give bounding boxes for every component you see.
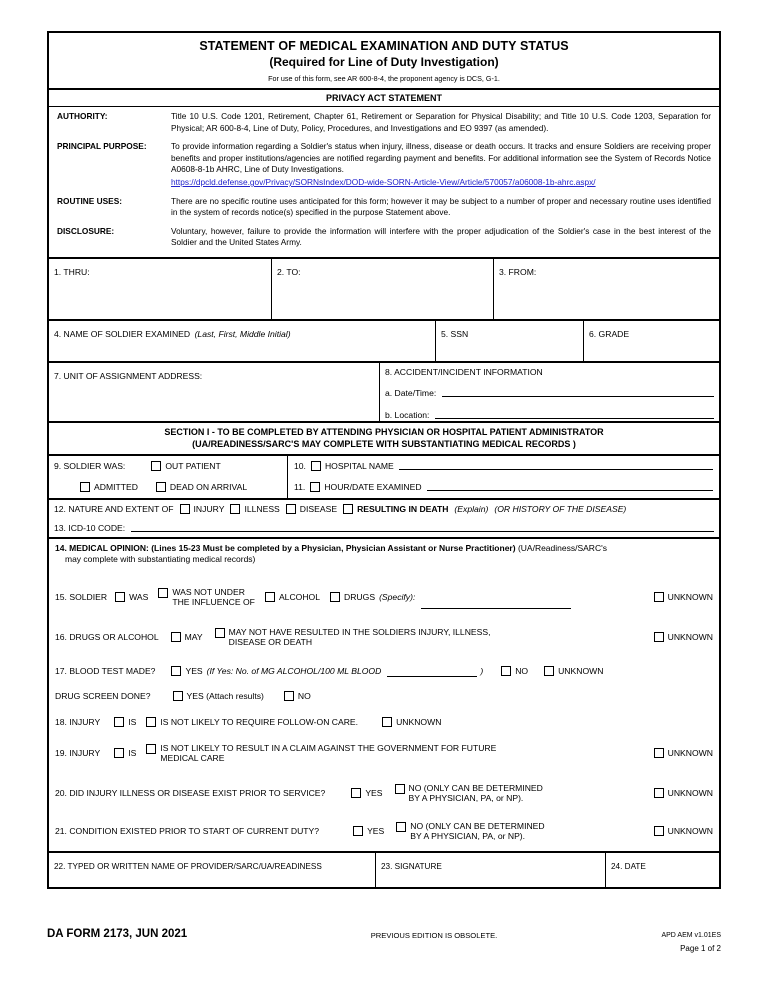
item-18 <box>49 703 719 729</box>
accident-location-label: b. Location: <box>385 409 430 420</box>
item-14-bold: (Lines 15-23 Must be completed by a Physician, Physician Assistant or Nurse Practitioner) <box>151 542 516 553</box>
checkbox-hospital-name[interactable] <box>311 460 394 472</box>
checkbox-icon[interactable] <box>382 717 392 727</box>
privacy-disclosure-row <box>57 226 711 249</box>
privacy-purpose-label: PRINCIPAL PURPOSE: <box>57 141 147 152</box>
privacy-authority-text: Title 10 U.S. Code 1201, Retirement, Chapter 61, Retirement or Separation for Physical Disability; and Title 10 U.S. Code 1203, Separation for Physical; AR 600-8-4, Line of Duty, Policy, Procedures, and Investigations and EO 9397 (as amended). <box>171 111 711 133</box>
ssn-label: 5. SSN <box>441 328 469 339</box>
injury-is-not-label: IS NOT LIKELY TO REQUIRE FOLLOW-ON CARE. <box>160 716 359 727</box>
checkbox-icon[interactable] <box>230 504 240 514</box>
item-22-label: 22. TYPED OR WRITTEN NAME OF PROVIDER/SARC/UA/READINESS <box>54 861 322 871</box>
accident-location-input[interactable] <box>435 410 714 419</box>
checkbox-dead-on-arrival[interactable] <box>156 481 247 493</box>
disease-label: DISEASE <box>299 503 338 514</box>
checkbox-icon[interactable] <box>286 504 296 514</box>
item-21-label: 21. CONDITION EXISTED PRIOR TO START OF CURRENT DUTY? <box>55 825 320 836</box>
checkbox-icon[interactable] <box>146 717 156 727</box>
item-10-number: 10. <box>294 460 306 471</box>
checkbox-icon[interactable] <box>158 588 168 598</box>
item-19 <box>49 729 719 769</box>
checkbox-may[interactable] <box>171 632 203 642</box>
item-21 <box>49 809 719 851</box>
item-24-label: 24. DATE <box>611 861 646 871</box>
checkbox-icon[interactable] <box>115 592 125 602</box>
checkbox-icon[interactable] <box>310 482 320 492</box>
form-subtitle: (Required for Line of Duty Investigation) <box>269 55 499 69</box>
drug-screen-label: DRUG SCREEN DONE? <box>55 690 151 701</box>
section-1-line2: (UA/READINESS/SARC'S MAY COMPLETE WITH SUBSTANTIATING MEDICAL RECORDS ) <box>192 438 576 449</box>
privacy-authority-label: AUTHORITY: <box>57 111 108 121</box>
privacy-routine-text: There are no specific routine uses anticipated for this form; however it may be subject to a number of proper and necessary routine uses identified in the system of records notice(s) specified in the purpose Statement above. <box>171 195 711 218</box>
item-9-label: 9. SOLDIER WAS: <box>54 460 126 471</box>
name-hint: (Last, First, Middle Initial) <box>194 328 291 339</box>
hospital-name-input[interactable] <box>399 461 713 470</box>
drugs-label: DRUGS <box>344 592 376 603</box>
was-label: WAS <box>129 592 149 603</box>
item-11-number: 11. <box>294 481 306 492</box>
drug-screen-row <box>49 679 719 703</box>
resulting-in-death-label: RESULTING IN DEATH <box>357 503 449 514</box>
form-number: DA FORM 2173, JUN 2021 <box>47 928 188 940</box>
blood-test-hint: (If Yes: No. of MG ALCOHOL/100 ML BLOOD <box>206 666 382 677</box>
checkbox-soldier-was-not-under-influence[interactable] <box>158 587 255 607</box>
field-accident-info <box>379 363 719 421</box>
field-grade[interactable] <box>583 321 719 361</box>
item-18-unknown-label: UNKNOWN <box>396 716 442 727</box>
item-15-label: 15. SOLDIER <box>55 592 108 603</box>
checkbox-hour-date-examined[interactable] <box>310 481 421 493</box>
injury-19-is-not-line2: MEDICAL CARE <box>160 752 225 763</box>
checkbox-out-patient[interactable] <box>151 460 220 472</box>
checkbox-icon[interactable] <box>215 628 225 638</box>
section-1-heading <box>49 421 719 454</box>
to-label: 2. TO: <box>277 266 301 277</box>
injury-19-is-not-line1: IS NOT LIKELY TO RESULT IN A CLAIM AGAINST THE GOVERNMENT FOR FUTURE <box>160 742 497 753</box>
checkbox-item-16-unknown[interactable] <box>654 632 713 642</box>
checkbox-icon[interactable] <box>501 666 511 676</box>
hospital-name-label: HOSPITAL NAME <box>324 460 394 471</box>
blood-test-close-paren: ) <box>480 666 484 677</box>
form-footer <box>47 928 721 968</box>
field-soldier-name[interactable] <box>49 321 435 361</box>
checkbox-icon[interactable] <box>156 482 166 492</box>
drugs-specify-hint: (Specify): <box>379 592 416 603</box>
thru-label: 1. THRU: <box>54 266 90 277</box>
checkbox-item-21-unknown[interactable] <box>654 826 713 836</box>
checkbox-icon[interactable] <box>80 482 90 492</box>
item-16-label: 16. DRUGS OR ALCOHOL <box>55 631 159 642</box>
field-thru[interactable] <box>49 259 271 319</box>
signature-row <box>49 851 719 887</box>
accident-label: 8. ACCIDENT/INCIDENT INFORMATION <box>385 366 543 377</box>
item-20 <box>49 769 719 809</box>
injury-19-is-label: IS <box>128 747 137 758</box>
was-not-under-line1: WAS NOT UNDER <box>172 587 245 598</box>
icd-10-code-input[interactable] <box>131 523 714 532</box>
privacy-purpose-text: To provide information regarding a Soldier's status when injury, illness, disease or death occurs. It tracks and ensure Soldiers are receiving proper benefits and proper institutions/agencies are notified regarding payment and benefits. For additional information see the System of Records Notice A0608-8-1b AHRC, Line of Duty Investigations. <box>171 141 711 175</box>
checkbox-icon[interactable] <box>114 748 124 758</box>
item-15 <box>49 570 719 613</box>
item-9 <box>49 456 287 498</box>
checkbox-icon[interactable] <box>171 632 181 642</box>
checkbox-injury-19-is[interactable] <box>114 748 136 758</box>
checkbox-icon[interactable] <box>180 504 190 514</box>
item-20-unknown-label: UNKNOWN <box>667 787 713 798</box>
hour-date-examined-label: HOUR/DATE EXAMINED <box>324 481 422 492</box>
item-20-yes-label: YES <box>365 787 383 798</box>
privacy-purpose-text-wrap <box>171 141 711 188</box>
may-not-line2: DISEASE OR DEATH <box>228 636 313 647</box>
checkbox-icon[interactable] <box>396 822 406 832</box>
checkbox-item-18-unknown[interactable] <box>382 717 441 727</box>
hour-date-examined-input[interactable] <box>427 482 713 491</box>
item-19-unknown-label: UNKNOWN <box>667 747 713 758</box>
checkbox-icon[interactable] <box>151 461 161 471</box>
checkbox-icon[interactable] <box>654 788 664 798</box>
grade-label: 6. GRADE <box>589 328 630 339</box>
checkbox-soldier-was[interactable] <box>115 592 148 602</box>
checkbox-may-not-have-resulted[interactable] <box>215 627 491 647</box>
item-14-line2: may complete with substantiating medical records) <box>65 554 256 565</box>
checkbox-icon[interactable] <box>284 691 294 701</box>
checkbox-drugs[interactable] <box>330 592 415 602</box>
checkbox-injury-is[interactable] <box>114 717 136 727</box>
field-provider-name[interactable] <box>49 853 375 887</box>
checkbox-icon[interactable] <box>654 826 664 836</box>
item-17-label: 17. BLOOD TEST MADE? <box>55 666 156 677</box>
checkbox-icon[interactable] <box>311 461 321 471</box>
privacy-act-heading: PRIVACY ACT STATEMENT <box>49 88 719 106</box>
explain-hint: (Explain) <box>454 503 489 514</box>
blood-test-yes-label: YES <box>185 666 203 677</box>
checkbox-alcohol[interactable] <box>265 592 320 602</box>
privacy-routine-row <box>57 196 711 219</box>
checkbox-item-20-unknown[interactable] <box>654 788 713 798</box>
item-10-11 <box>287 456 719 498</box>
checkbox-icon[interactable] <box>114 717 124 727</box>
accident-datetime-input[interactable] <box>442 388 714 397</box>
out-patient-label: OUT PATIENT <box>165 460 221 471</box>
checkbox-item-21-no[interactable] <box>396 821 544 841</box>
blood-test-unknown-label: UNKNOWN <box>558 666 604 677</box>
item-14-block <box>49 537 719 570</box>
was-not-under-line2: THE INFLUENCE OF <box>172 597 255 608</box>
checkbox-icon[interactable] <box>654 632 664 642</box>
item-20-no-line2: BY A PHYSICIAN, PA, or NP). <box>408 792 524 803</box>
item-19-label: 19. INJURY <box>55 747 101 758</box>
injury-is-label: IS <box>128 716 137 727</box>
checkbox-icon[interactable] <box>330 592 340 602</box>
item-14-lead: 14. MEDICAL OPINION: <box>55 542 149 553</box>
checkbox-icon[interactable] <box>171 666 181 676</box>
item-13 <box>54 523 714 533</box>
checkbox-item-15-unknown[interactable] <box>654 592 713 602</box>
checkbox-icon[interactable] <box>654 592 664 602</box>
may-not-line1: MAY NOT HAVE RESULTED IN THE SOLDIERS INJURY, ILLNESS, <box>228 626 491 637</box>
checkbox-drug-screen-no[interactable] <box>284 691 311 701</box>
page-number: Page 1 of 2 <box>680 944 721 953</box>
may-label: MAY <box>184 631 203 642</box>
checkbox-item-19-unknown[interactable] <box>654 748 713 758</box>
checkbox-disease[interactable] <box>286 504 337 514</box>
drugs-specify-input[interactable] <box>421 596 571 609</box>
name-ssn-grade-row <box>49 319 719 361</box>
checkbox-icon[interactable] <box>265 592 275 602</box>
checkbox-icon[interactable] <box>146 744 156 754</box>
item-13-label: 13. ICD-10 CODE: <box>54 522 126 533</box>
dead-on-arrival-label: DEAD ON ARRIVAL <box>169 481 248 492</box>
checkbox-icon[interactable] <box>544 666 554 676</box>
item-20-no-line1: NO (ONLY CAN BE DETERMINED <box>408 782 543 793</box>
item-12 <box>54 504 714 514</box>
drug-screen-yes-label: YES (Attach results) <box>186 690 264 701</box>
checkbox-blood-test-no[interactable] <box>501 666 528 676</box>
drug-screen-no-label: NO <box>297 690 311 701</box>
item-12-13-block <box>49 498 719 537</box>
checkbox-icon[interactable] <box>395 784 405 794</box>
apd-version: APD AEM v1.01ES <box>661 932 721 939</box>
item-14-tail: (UA/Readiness/SARC's <box>517 542 607 553</box>
from-label: 3. FROM: <box>499 266 537 277</box>
checkbox-icon[interactable] <box>173 691 183 701</box>
item-21-no-line1: NO (ONLY CAN BE DETERMINED <box>410 820 545 831</box>
field-date[interactable] <box>605 853 719 887</box>
item-17 <box>49 653 719 679</box>
checkbox-item-20-no[interactable] <box>395 783 543 803</box>
admitted-label: ADMITTED <box>94 481 138 492</box>
privacy-sorn-link[interactable]: https://dpcld.defense.gov/Privacy/SORNsIndex/DOD-wide-SORN-Article-View/Article/570057/a06008-1b-ahrc.aspx/ <box>171 176 596 187</box>
item-21-unknown-label: UNKNOWN <box>667 825 713 836</box>
item-12-label: 12. NATURE AND EXTENT OF <box>54 503 174 514</box>
form-title: STATEMENT OF MEDICAL EXAMINATION AND DUTY STATUS <box>199 39 569 53</box>
checkbox-injury[interactable] <box>180 504 225 514</box>
checkbox-icon[interactable] <box>351 788 361 798</box>
checkbox-injury-19-is-not-claim[interactable] <box>146 743 496 763</box>
field-signature[interactable] <box>375 853 605 887</box>
checkbox-illness[interactable] <box>230 504 279 514</box>
item-20-label: 20. DID INJURY ILLNESS OR DISEASE EXIST PRIOR TO SERVICE? <box>55 787 326 798</box>
item-14-text <box>55 543 713 566</box>
checkbox-admitted[interactable] <box>80 481 138 493</box>
checkbox-icon[interactable] <box>353 826 363 836</box>
blood-test-no-label: NO <box>515 666 529 677</box>
item-18-label: 18. INJURY <box>55 716 101 727</box>
history-hint: (OR HISTORY OF THE DISEASE) <box>494 503 627 514</box>
field-unit-address[interactable] <box>49 363 379 421</box>
accident-datetime-label: a. Date/Time: <box>385 387 437 398</box>
injury-label: INJURY <box>193 503 225 514</box>
checkbox-item-21-yes[interactable] <box>353 826 384 836</box>
unit-label: 7. UNIT OF ASSIGNMENT ADDRESS: <box>54 370 203 381</box>
unit-accident-row <box>49 361 719 421</box>
item-21-no-line2: BY A PHYSICIAN, PA, or NP). <box>410 830 526 841</box>
field-from[interactable] <box>493 259 719 319</box>
form-use-note: For use of this form, see AR 600-8-4, the proponent agency is DCS, G-1. <box>268 74 500 83</box>
checkbox-resulting-in-death[interactable] <box>343 504 448 514</box>
field-to[interactable] <box>271 259 493 319</box>
name-label: 4. NAME OF SOLDIER EXAMINED <box>54 328 191 339</box>
checkbox-injury-is-not-follow-on[interactable] <box>146 717 358 727</box>
item-21-yes-label: YES <box>367 825 385 836</box>
item-16-unknown-label: UNKNOWN <box>667 631 713 642</box>
da-form-2173 <box>47 31 721 889</box>
illness-label: ILLNESS <box>244 503 280 514</box>
privacy-disclosure-text: Voluntary, however, failure to provide the information will interfere with the proper adjudication of the Soldier's case in the best interest of the Soldier and the United States Army. <box>171 225 711 248</box>
section-1-line1: SECTION I - TO BE COMPLETED BY ATTENDING PHYSICIAN OR HOSPITAL PATIENT ADMINISTRATOR <box>164 426 604 437</box>
checkbox-icon[interactable] <box>654 748 664 758</box>
checkbox-icon[interactable] <box>343 504 353 514</box>
blood-alcohol-input[interactable] <box>387 666 477 677</box>
privacy-act-body <box>49 106 719 257</box>
item-9-10-11-block <box>49 454 719 498</box>
alcohol-label: ALCOHOL <box>278 592 321 603</box>
field-ssn[interactable] <box>435 321 583 361</box>
privacy-disclosure-label: DISCLOSURE: <box>57 225 115 236</box>
checkbox-blood-test-yes[interactable] <box>171 666 202 676</box>
previous-edition-note: PREVIOUS EDITION IS OBSOLETE. <box>370 931 498 940</box>
checkbox-blood-test-unknown[interactable] <box>544 666 603 676</box>
privacy-routine-label: ROUTINE USES: <box>57 195 122 206</box>
item-15-unknown-label: UNKNOWN <box>667 592 713 603</box>
privacy-authority-row <box>57 111 711 134</box>
thru-to-from-row <box>49 257 719 319</box>
privacy-purpose-row <box>57 141 711 188</box>
item-23-label: 23. SIGNATURE <box>381 861 442 871</box>
form-title-block <box>49 33 719 88</box>
checkbox-item-20-yes[interactable] <box>351 788 382 798</box>
checkbox-drug-screen-yes[interactable] <box>173 691 264 701</box>
item-16 <box>49 613 719 653</box>
